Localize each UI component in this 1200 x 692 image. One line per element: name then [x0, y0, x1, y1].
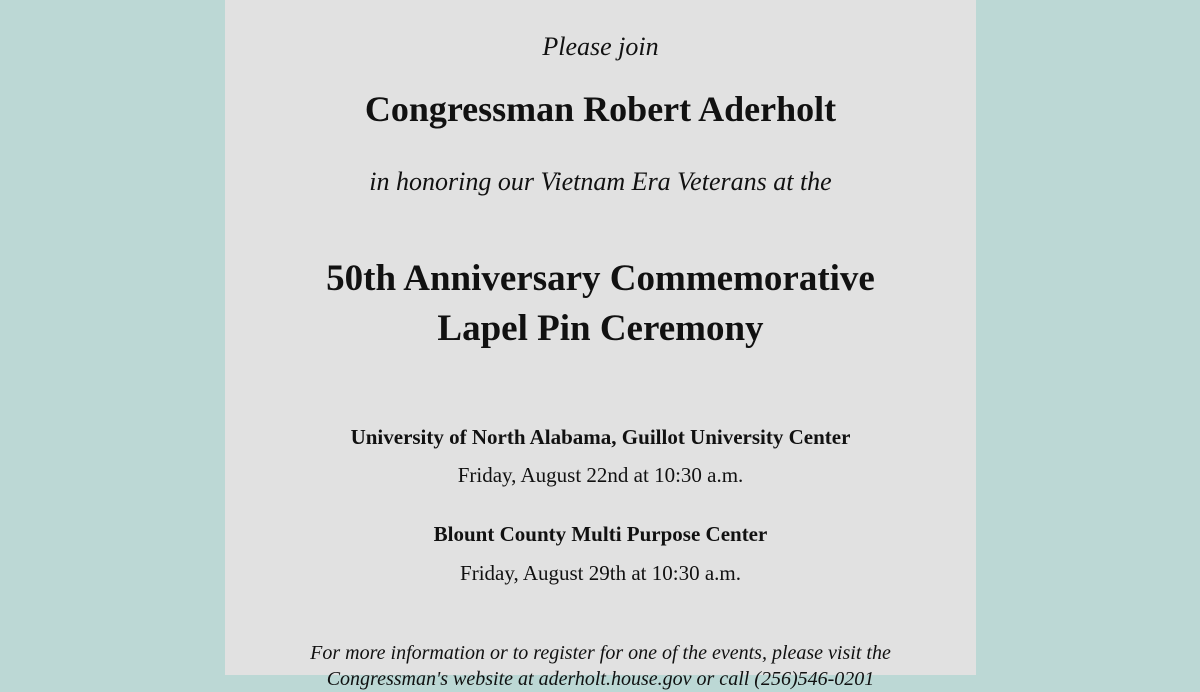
event-venue-2: Blount County Multi Purpose Center — [433, 522, 768, 546]
event-datetime-2: Friday, August 29th at 10:30 a.m. — [460, 561, 741, 585]
honoring-text: in honoring our Vietnam Era Veterans at the — [369, 167, 832, 196]
event-title-line-2: Lapel Pin Ceremony — [437, 308, 764, 349]
event-title-line-1: 50th Anniversary Commemorative — [326, 258, 875, 299]
event-title — [225, 254, 976, 354]
invitation-card — [225, 0, 976, 690]
more-info-text — [225, 640, 976, 692]
host-name: Congressman Robert Aderholt — [364, 89, 837, 129]
more-info-line-1: For more information or to register for one of the events, please visit the — [310, 642, 891, 664]
intro-text: Please join — [542, 32, 659, 61]
event-datetime-1: Friday, August 22nd at 10:30 a.m. — [457, 463, 744, 487]
more-info-line-2: Congressman's website at aderholt.house.gov or call (256)546-0201 — [326, 668, 875, 690]
event-venue-1: University of North Alabama, Guillot University Center — [350, 425, 851, 449]
